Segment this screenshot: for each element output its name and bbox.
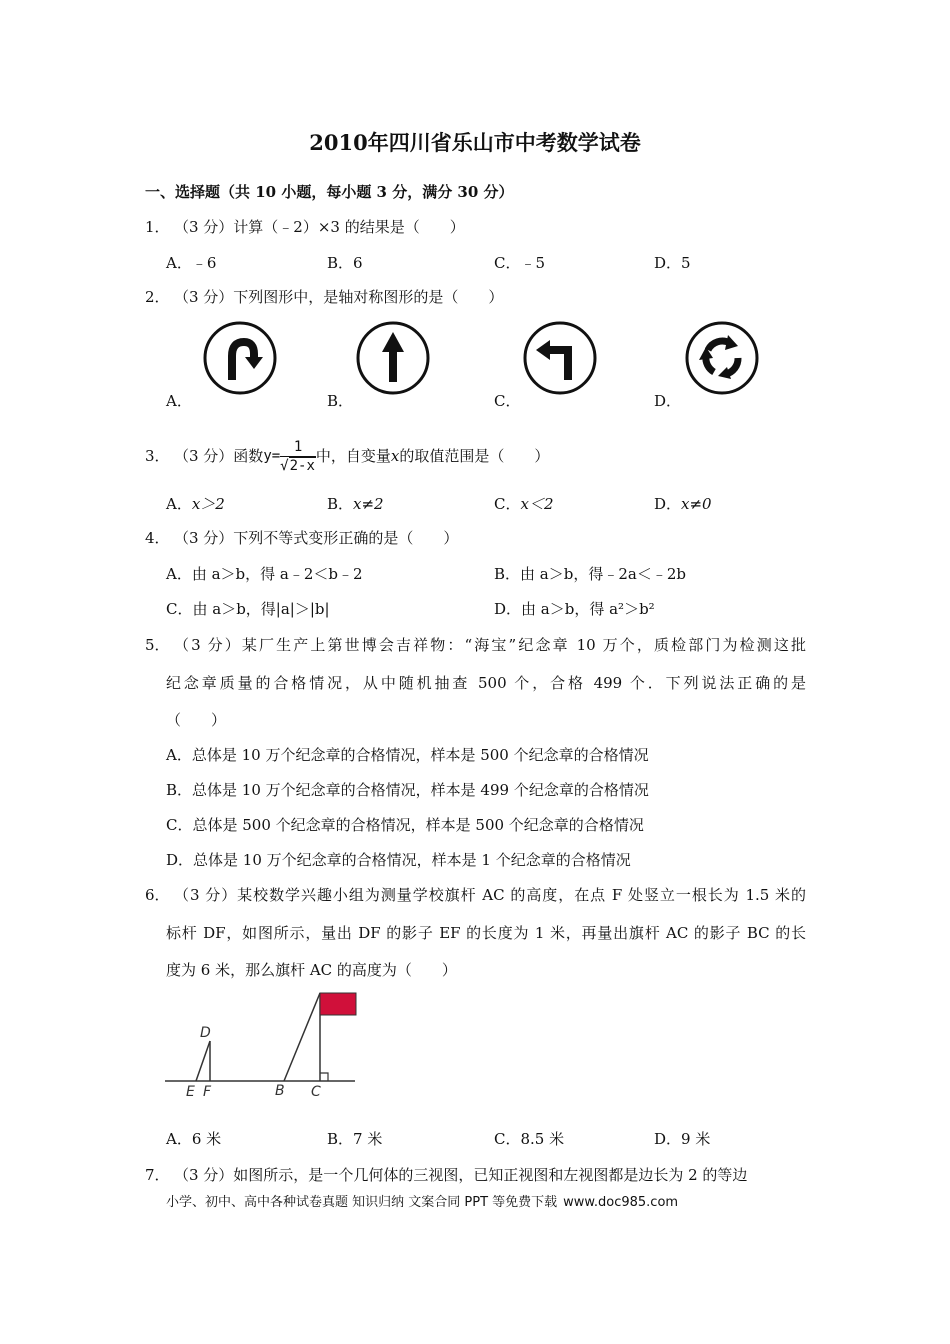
straight-arrow-sign-icon <box>355 320 431 396</box>
option-c: C．总体是 500 个纪念章的合格情况，样本是 500 个纪念章的合格情况 <box>166 816 644 834</box>
point-label-f: F <box>203 1084 212 1100</box>
point-label-d: D <box>200 1025 211 1041</box>
point-label-b: B <box>275 1083 285 1099</box>
option-d: D．9 米 <box>654 1130 711 1148</box>
option-d: D．5 <box>654 254 691 272</box>
fraction <box>280 438 316 475</box>
fraction-numerator: 1 <box>280 438 316 457</box>
question-line-2: 标杆 DF，如图所示，量出 DF 的影子 EF 的长度为 1 米，再量出旗杆 AC 的影子 BC 的长 <box>166 924 806 942</box>
option-d: D． <box>654 392 682 410</box>
section-heading: 一、选择题（共 10 小题，每小题 3 分，满分 30 分） <box>145 183 514 201</box>
question-number: 4． <box>145 529 170 547</box>
question-line-1: （3 分）某厂生产上第世博会吉祥物：“海宝”纪念章 10 万个，质检部门为检测这批 <box>174 636 806 654</box>
option-c: C．x＜2 <box>494 495 554 513</box>
question-text: （3 分）如图所示，是一个几何体的三视图，已知正视图和左视图都是边长为 2 的等边 <box>174 1166 748 1184</box>
question-number: 2． <box>145 288 170 306</box>
option-a: A．6 米 <box>166 1130 222 1148</box>
option-a: A．由 a＞b，得 a﹣2＜b﹣2 <box>166 565 363 583</box>
fraction-denominator: √2-x <box>280 457 315 474</box>
option-b: B．总体是 10 万个纪念章的合格情况，样本是 499 个纪念章的合格情况 <box>166 781 649 799</box>
point-label-e: E <box>186 1084 195 1100</box>
question-line-2: 纪念章质量的合格情况，从中随机抽查 500 个，合格 499 个．下列说法正确的是 <box>166 674 806 692</box>
question-text: （3 分）下列图形中，是轴对称图形的是（ ） <box>174 288 504 306</box>
question-number: 7． <box>145 1166 170 1184</box>
question-middle: 中，自变量 <box>315 447 391 465</box>
option-b: B．x≠2 <box>327 495 384 513</box>
option-a: A．总体是 10 万个纪念章的合格情况，样本是 500 个纪念章的合格情况 <box>166 746 649 764</box>
footer-link[interactable]: www.doc985.com <box>563 1195 679 1210</box>
u-turn-arrow-sign-icon <box>202 320 278 396</box>
option-a: A． <box>166 392 192 410</box>
question-prefix: （3 分）函数 <box>174 447 264 465</box>
question-number: 3． <box>145 447 170 465</box>
option-c: C． <box>494 392 521 410</box>
page-footer <box>166 1191 678 1210</box>
page-title: 2010年四川省乐山市中考数学试卷 <box>309 130 641 155</box>
question-line-3: （ ） <box>166 711 227 729</box>
option-a: A．x＞2 <box>166 495 225 513</box>
question-number: 6． <box>145 886 170 904</box>
option-b: B．7 米 <box>327 1130 383 1148</box>
question-number: 5． <box>145 636 170 654</box>
function-y: y= <box>263 448 281 464</box>
left-turn-arrow-sign-icon <box>522 320 598 396</box>
option-b: B． <box>327 392 354 410</box>
question-text: （3 分）下列不等式变形正确的是（ ） <box>174 529 459 547</box>
variable-x: x <box>390 447 400 465</box>
option-d: D．总体是 10 万个纪念章的合格情况，样本是 1 个纪念章的合格情况 <box>166 851 631 869</box>
option-a: A．﹣6 <box>166 254 217 272</box>
question-line-3: 度为 6 米，那么旗杆 AC 的高度为（ ） <box>166 961 457 979</box>
flag <box>320 993 356 1015</box>
option-d: D．x≠0 <box>654 495 712 513</box>
flagpole-shadow-figure <box>160 985 360 1105</box>
option-c: C．8.5 米 <box>494 1130 565 1148</box>
option-c: C．﹣5 <box>494 254 546 272</box>
question-text: （3 分）计算（﹣2）×3 的结果是（ ） <box>174 218 465 236</box>
option-c: C．由 a＞b，得|a|＞|b| <box>166 600 330 618</box>
point-label-c: C <box>311 1084 321 1100</box>
option-d: D．由 a＞b，得 a²＞b² <box>494 600 655 618</box>
radicand: 2-x <box>289 457 315 474</box>
roundabout-sign-icon <box>684 320 760 396</box>
option-b: B．由 a＞b，得﹣2a＜﹣2b <box>494 565 686 583</box>
question-tail: 的取值范围是（ ） <box>399 447 550 465</box>
option-b: B．6 <box>327 254 363 272</box>
question-line-1: （3 分）某校数学兴趣小组为测量学校旗杆 AC 的高度，在点 F 处竖立一根长为 1.5 米的 <box>174 886 806 904</box>
question-number: 1． <box>145 218 170 236</box>
question-text <box>174 432 549 480</box>
footer-text: 小学、初中、高中各种试卷真题 知识归纳 文案合同 PPT 等免费下载 <box>166 1195 558 1210</box>
